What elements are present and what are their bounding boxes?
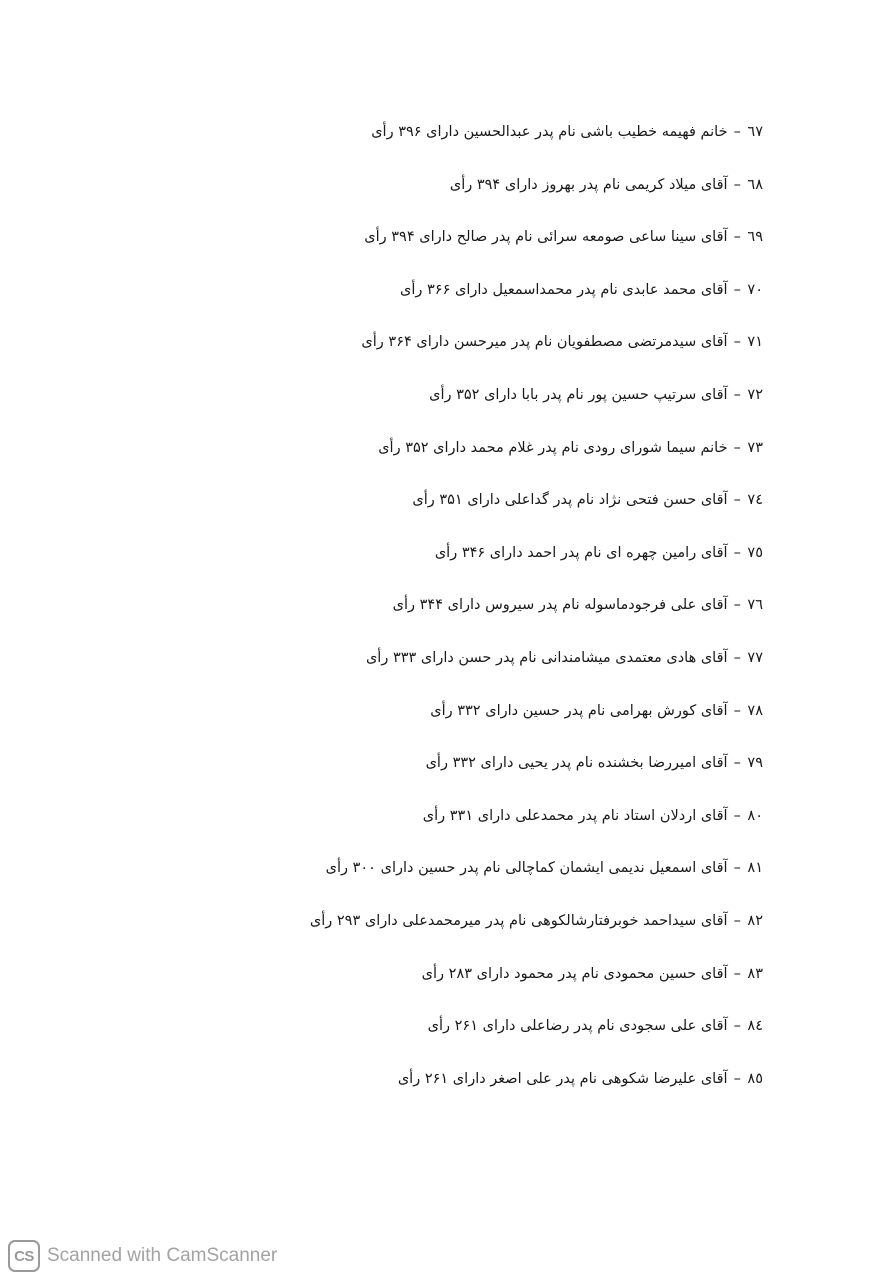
entry-dash: – bbox=[733, 702, 741, 719]
entry-dash: – bbox=[733, 439, 741, 456]
list-item bbox=[263, 799, 763, 852]
entry-dash: – bbox=[733, 912, 741, 929]
entry-text: آقای محمد عابدی نام پدر محمداسمعیل دارای ۳۶۶ رأی bbox=[400, 281, 728, 298]
list-item bbox=[263, 641, 763, 694]
entry-text: آقای اردلان استاد نام پدر محمدعلی دارای ۳۳۱ رأی bbox=[422, 807, 728, 824]
entry-text: آقای علی فرجودماسوله نام پدر سیروس دارای ۳۴۴ رأی bbox=[392, 597, 728, 614]
entry-dash: – bbox=[733, 649, 741, 666]
entry-text: آقای سیداحمد خوبرفتارشالکوهی نام پدر میرمحمدعلی دارای ۲۹۳ رأی bbox=[309, 912, 728, 929]
entry-dash: – bbox=[733, 124, 741, 140]
list-item bbox=[263, 483, 763, 536]
camscanner-watermark bbox=[8, 1238, 277, 1274]
entry-dash: – bbox=[733, 386, 741, 403]
entry-number: ٧٦ bbox=[747, 597, 763, 614]
entry-dash: – bbox=[733, 281, 741, 298]
list-item bbox=[263, 536, 763, 589]
entry-text: آقای سینا ساعی صومعه سرائی نام پدر صالح دارای ۳۹۴ رأی bbox=[364, 229, 728, 246]
entry-text: آقای علی سجودی نام پدر رضاعلی دارای ۲۶۱ رأی bbox=[427, 1018, 728, 1035]
entry-text: آقای رامین چهره ای نام پدر احمد دارای ۳۴۶ رأی bbox=[434, 544, 728, 561]
entry-text: آقای سرتیپ حسین پور نام پدر بابا دارای ۳۵۲ رأی bbox=[429, 386, 728, 403]
list-item bbox=[263, 273, 763, 326]
entry-number: ٦٩ bbox=[747, 229, 763, 246]
entry-number: ٨٠ bbox=[747, 807, 763, 824]
entry-text: خانم فهیمه خطیب باشی نام پدر عبدالحسین دارای ۳۹۶ رأی bbox=[371, 124, 728, 140]
entry-dash: – bbox=[733, 965, 741, 982]
list-item bbox=[263, 378, 763, 431]
entry-dash: – bbox=[733, 807, 741, 824]
entry-dash: – bbox=[733, 544, 741, 561]
entry-number: ٧٢ bbox=[747, 386, 763, 403]
entry-number: ٨٥ bbox=[747, 1070, 763, 1087]
entry-dash: – bbox=[733, 229, 741, 246]
entry-text: آقای کورش بهرامی نام پدر حسین دارای ۳۳۲ رأی bbox=[430, 702, 728, 719]
entry-number: ٧٩ bbox=[747, 755, 763, 772]
entry-number: ٦٨ bbox=[747, 176, 763, 193]
list-item bbox=[263, 1009, 763, 1062]
entry-dash: – bbox=[733, 492, 741, 509]
entry-text: آقای حسین محمودی نام پدر محمود دارای ۲۸۳ رأی bbox=[421, 965, 728, 982]
entry-text: آقای حسن فتحی نژاد نام پدر گداعلی دارای ۳۵۱ رأی bbox=[412, 492, 728, 509]
entry-dash: – bbox=[733, 860, 741, 877]
list-item bbox=[263, 694, 763, 747]
entry-number: ٧٥ bbox=[747, 544, 763, 561]
camscanner-logo-icon: CS bbox=[8, 1240, 40, 1272]
entry-number: ٧٠ bbox=[747, 281, 763, 298]
entry-number: ٨٢ bbox=[747, 912, 763, 929]
entry-number: ٧٤ bbox=[747, 492, 763, 509]
vote-results-list bbox=[263, 115, 763, 1114]
list-item bbox=[263, 1062, 763, 1115]
entry-number: ٧٧ bbox=[747, 649, 763, 666]
list-item bbox=[263, 588, 763, 641]
entry-dash: – bbox=[733, 1018, 741, 1035]
list-item bbox=[263, 957, 763, 1010]
entry-text: آقای علیرضا شکوهی نام پدر علی اصغر دارای ۲۶۱ رأی bbox=[397, 1070, 728, 1087]
list-item bbox=[263, 904, 763, 957]
list-item bbox=[263, 851, 763, 904]
entry-text: آقای اسمعیل ندیمی ایشمان کماچالی نام پدر حسین دارای ۳۰۰ رأی bbox=[325, 860, 728, 877]
entry-number: ٧١ bbox=[747, 334, 763, 351]
list-item bbox=[263, 220, 763, 273]
entry-dash: – bbox=[733, 597, 741, 614]
entry-number: ٧٨ bbox=[747, 702, 763, 719]
list-item bbox=[263, 168, 763, 221]
entry-dash: – bbox=[733, 334, 741, 351]
entry-number: ٨٣ bbox=[747, 965, 763, 982]
entry-number: ٨٤ bbox=[747, 1018, 763, 1035]
list-item bbox=[263, 325, 763, 378]
entry-text: آقای میلاد کریمی نام پدر بهروز دارای ۳۹۴ رأی bbox=[449, 176, 728, 193]
entry-dash: – bbox=[733, 1070, 741, 1087]
entry-number: ٨١ bbox=[747, 860, 763, 877]
entry-dash: – bbox=[733, 176, 741, 193]
entry-number: ٧٣ bbox=[747, 439, 763, 456]
list-item bbox=[263, 746, 763, 799]
entry-text: آقای هادی معتمدی میشامندانی نام پدر حسن دارای ۳۳۳ رأی bbox=[365, 649, 728, 666]
entry-dash: – bbox=[733, 755, 741, 772]
entry-text: خانم سیما شورای رودی نام پدر غلام محمد دارای ۳۵۲ رأی bbox=[378, 439, 728, 456]
entry-number: ٦٧ bbox=[747, 124, 763, 140]
watermark-text: Scanned with CamScanner bbox=[47, 1245, 278, 1266]
list-item bbox=[263, 115, 763, 168]
list-item bbox=[263, 431, 763, 484]
entry-text: آقای امیررضا بخشنده نام پدر یحیی دارای ۳۳۲ رأی bbox=[425, 755, 728, 772]
entry-text: آقای سیدمرتضی مصطفویان نام پدر میرحسن دارای ۳۶۴ رأی bbox=[361, 334, 728, 351]
